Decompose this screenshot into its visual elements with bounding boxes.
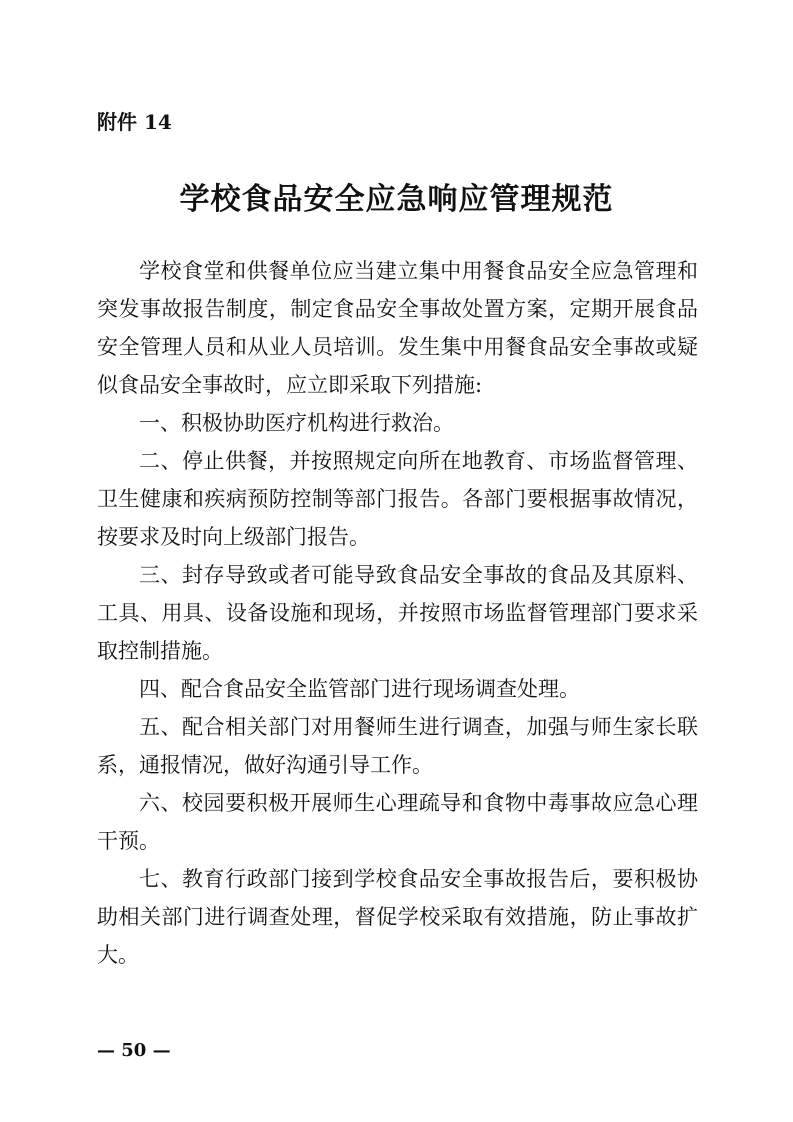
text-line: 学校食堂和供餐单位应当建立集中用餐食品安全应急管理和 <box>139 259 698 283</box>
text-line: 助相关部门进行调查处理，督促学校采取有效措施，防止事故扩 <box>97 905 698 929</box>
text-line: 按要求及时向上级部门报告。 <box>97 525 370 549</box>
text-line: 安全管理人员和从业人员培训。发生集中用餐食品安全事故或疑 <box>97 335 698 359</box>
text-line: 一、积极协助医疗机构进行救治。 <box>139 411 454 435</box>
paragraph <box>97 404 698 442</box>
paragraph <box>97 252 698 404</box>
paragraph <box>97 860 698 974</box>
text-line: 突发事故报告制度，制定食品安全事故处置方案，定期开展食品 <box>97 297 698 321</box>
paragraph <box>97 442 698 556</box>
page-number: — 50 — <box>97 1040 171 1061</box>
text-line: 干预。 <box>97 829 160 853</box>
text-line: 三、封存导致或者可能导致食品安全事故的食品及其原料、 <box>139 563 698 587</box>
attachment-label: 附件 14 <box>97 110 172 134</box>
paragraph <box>97 708 698 784</box>
text-line: 四、配合食品安全监管部门进行现场调查处理。 <box>139 677 580 701</box>
text-line: 取控制措施。 <box>97 639 223 663</box>
paragraph <box>97 784 698 860</box>
text-line: 六、校园要积极开展师生心理疏导和食物中毒事故应急心理 <box>139 791 698 815</box>
text-line: 五、配合相关部门对用餐师生进行调查，加强与师生家长联 <box>139 715 698 739</box>
text-line: 大。 <box>97 943 139 967</box>
text-line: 系，通报情况，做好沟通引导工作。 <box>97 753 433 777</box>
text-line: 卫生健康和疾病预防控制等部门报告。各部门要根据事故情况， <box>97 487 698 511</box>
paragraph <box>97 556 698 670</box>
text-line: 似食品安全事故时，应立即采取下列措施: <box>97 373 483 397</box>
text-line: 工具、用具、设备设施和现场，并按照市场监督管理部门要求采 <box>97 601 698 625</box>
text-line: 二、停止供餐，并按照规定向所在地教育、市场监督管理、 <box>139 449 698 473</box>
document-title: 学校食品安全应急响应管理规范 <box>179 182 614 217</box>
text-line: 七、教育行政部门接到学校食品安全事故报告后，要积极协 <box>139 867 698 891</box>
paragraph <box>97 670 698 708</box>
document-body <box>97 252 698 974</box>
